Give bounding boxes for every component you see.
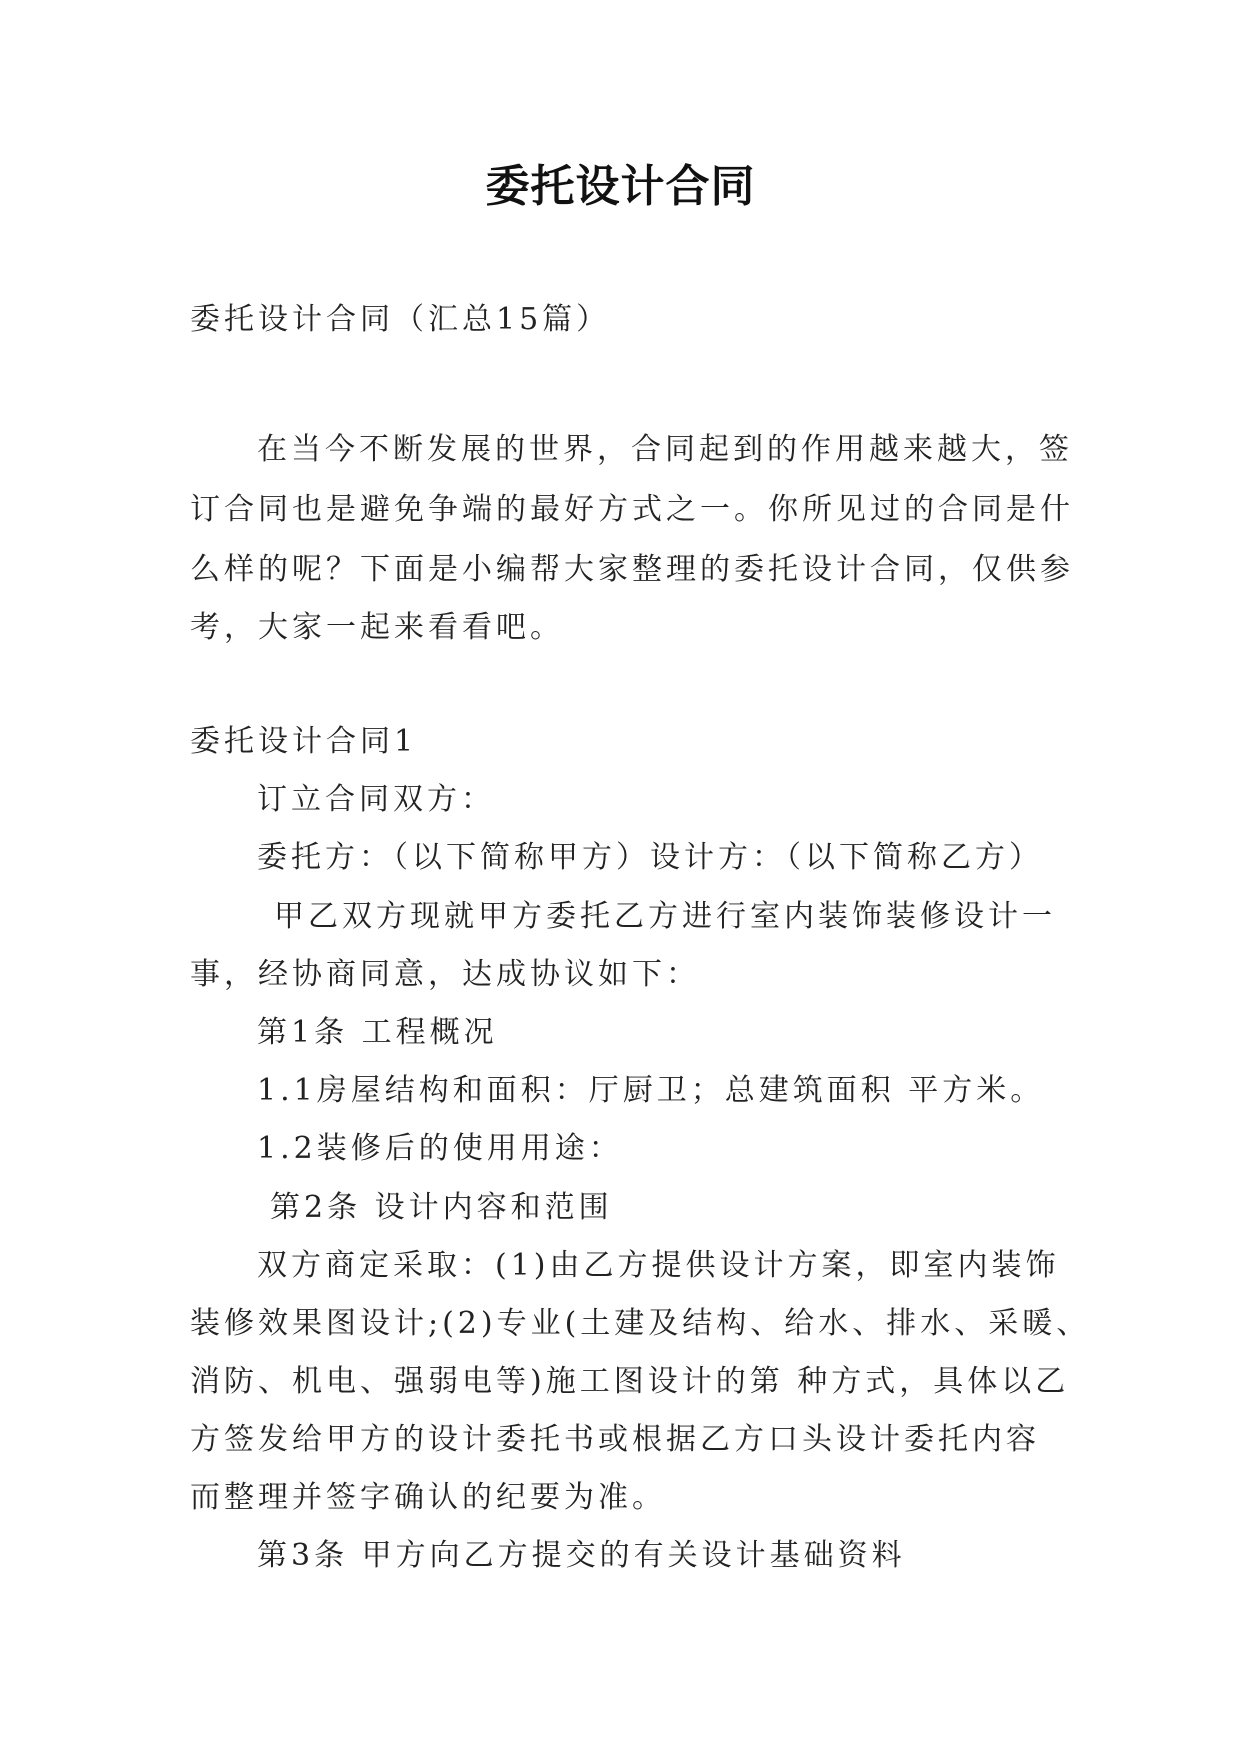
subtitle-line: 委托设计合同（汇总15篇）	[190, 302, 611, 337]
intro-line-3: 么样的呢？下面是小编帮大家整理的委托设计合同，仅供参	[190, 552, 1074, 587]
paragraph-line: 而整理并签字确认的纪要为准。	[190, 1480, 666, 1515]
article-heading: 第2条 设计内容和范围	[270, 1190, 613, 1225]
paragraph-line: 方签发给甲方的设计委托书或根据乙方口头设计委托内容	[190, 1422, 1040, 1457]
article-heading: 第1条 工程概况	[257, 1015, 498, 1050]
paragraph-line: 订立合同双方：	[257, 782, 495, 817]
document-title: 委托设计合同	[485, 161, 756, 212]
paragraph-line: 消防、机电、强弱电等)施工图设计的第 种方式，具体以乙	[190, 1364, 1070, 1399]
paragraph-line: 事，经协商同意，达成协议如下：	[190, 957, 700, 992]
paragraph-line: 委托方：（以下简称甲方）设计方：（以下简称乙方）	[257, 840, 1043, 875]
paragraph-line: 双方商定采取：(1)由乙方提供设计方案，即室内装饰	[257, 1248, 1060, 1283]
intro-line-2: 订合同也是避免争端的最好方式之一。你所见过的合同是什	[190, 492, 1074, 527]
paragraph-line: 装修效果图设计;(2)专业(土建及结构、给水、排水、采暖、	[190, 1306, 1091, 1341]
paragraph-line: 甲乙双方现就甲方委托乙方进行室内装饰装修设计一	[274, 899, 1056, 934]
intro-line-4: 考，大家一起来看看吧。	[190, 610, 564, 645]
article-heading: 第3条 甲方向乙方提交的有关设计基础资料	[257, 1538, 906, 1573]
section-heading: 委托设计合同1	[190, 724, 418, 759]
paragraph-line: 1.2装修后的使用用途：	[257, 1131, 623, 1166]
paragraph-line: 1.1房屋结构和面积：厅厨卫；总建筑面积 平方米。	[257, 1073, 1045, 1108]
intro-line-1: 在当今不断发展的世界，合同起到的作用越来越大，签	[257, 432, 1073, 467]
